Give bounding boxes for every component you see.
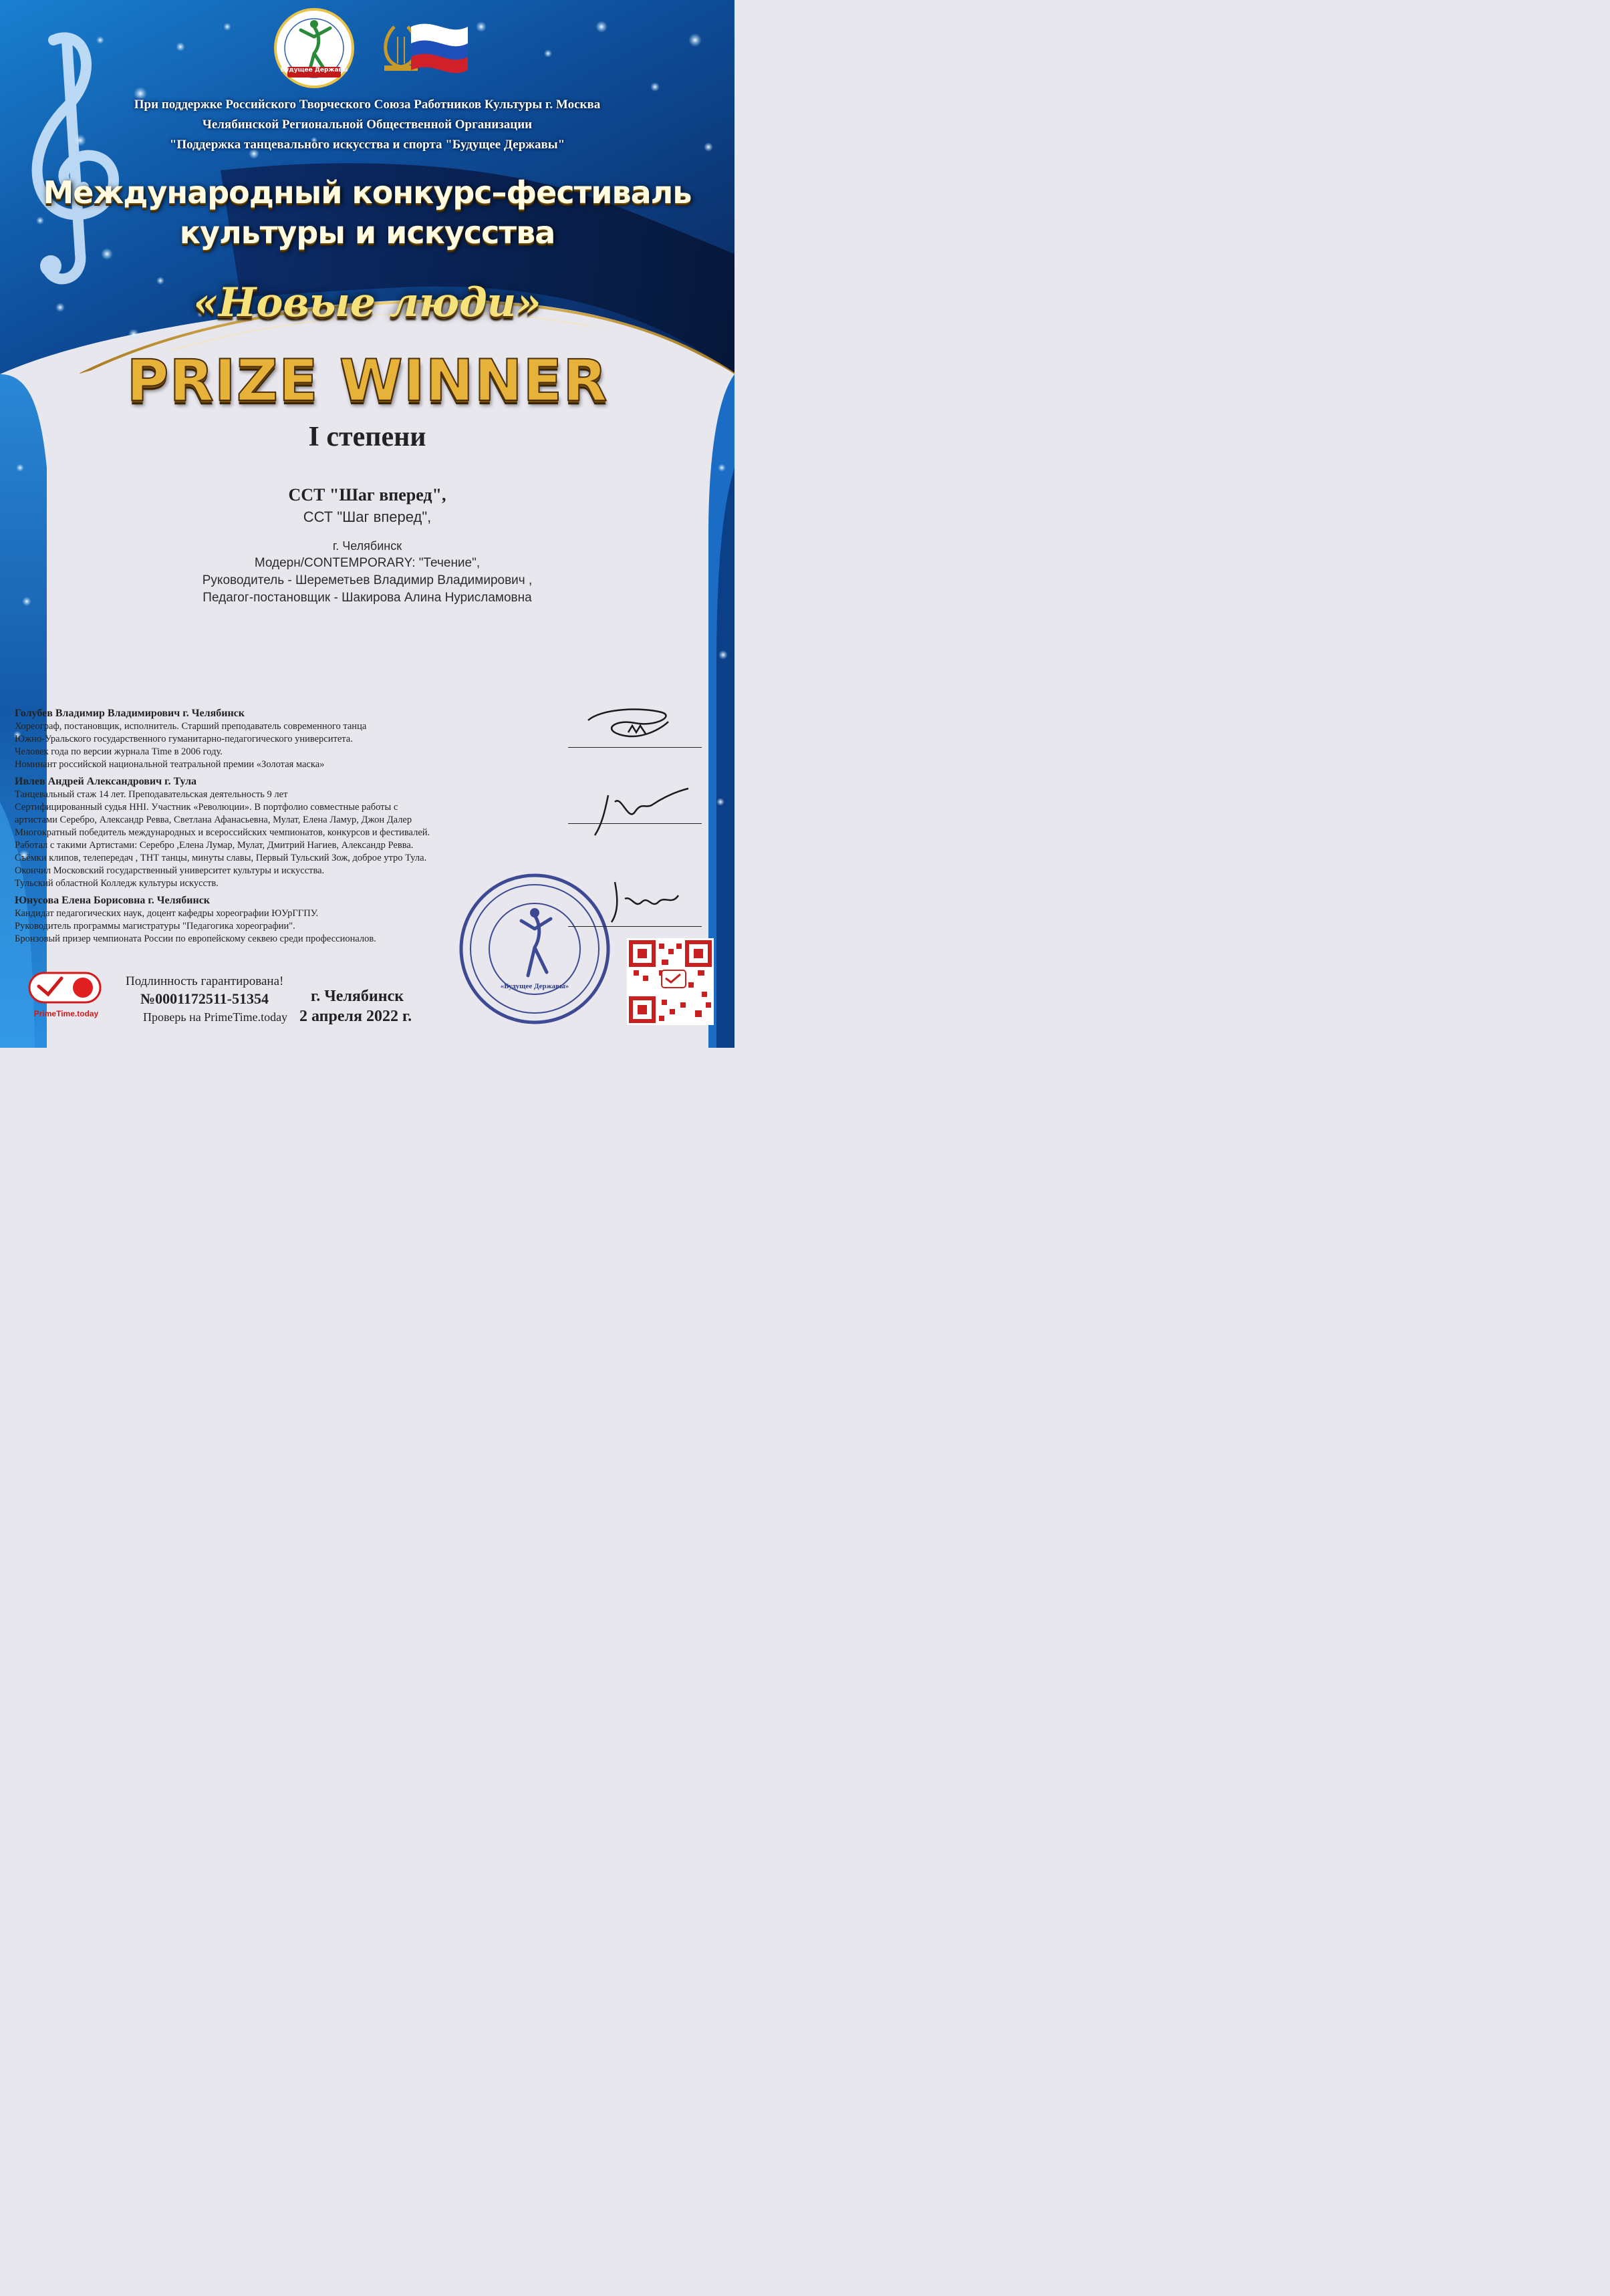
festival-title-line1: Международный конкурс–фестиваль [43, 174, 692, 210]
award-degree: I степени [308, 422, 426, 452]
support-line: "Поддержка танцевального искусства и спорта "Будущее Державы" [169, 138, 565, 152]
signature-line [568, 823, 702, 824]
leader: Руководитель - Шереметьев Владимир Владимирович , [202, 573, 533, 587]
support-line: При поддержке Российского Творческого Союза Работников Культуры г. Москва [134, 98, 601, 112]
jury-name: Голубев Владимир Владимирович г. Челябинск [15, 708, 245, 719]
jury-line: Южно-Уральского государственного гуманитарно-педагогического университета. [15, 734, 353, 744]
jury-name: Юнусова Елена Борисовна г. Челябинск [15, 895, 211, 906]
teacher: Педагог-постановщик - Шакирова Алина Нурисламовна [203, 591, 532, 605]
festival-title-line2: культуры и искусства [179, 214, 555, 251]
jury-line: Номинант российской национальной театральной премии «Золотая маска» [15, 759, 325, 770]
jury-line: Человек года по версии журнала Time в 2006 году. [15, 746, 223, 757]
certificate-number: №0001172511-51354 [140, 990, 269, 1007]
primetime-logo-icon [29, 973, 100, 1002]
jury-line: Кандидат педагогических наук, доцент кафедры хореографии ЮУрГГПУ. [15, 908, 319, 919]
organization-logo-icon [275, 9, 353, 87]
support-text [0, 95, 734, 155]
authenticity-text: Подлинность гарантирована! [126, 974, 284, 988]
jury-line: Окончил Московский государственный университет культуры и искусства. [15, 865, 325, 876]
jury-member [15, 775, 529, 890]
collective-name-repeat: ССТ "Шаг вперед", [303, 509, 432, 525]
jury-line: Танцевальный стаж 14 лет. Преподавательская деятельность 9 лет [15, 789, 288, 800]
jury-line: Работал с такими Артистами: Серебро ,Елена Лумар, Мулат, Дмитрий Нагиев, Александр Ревва. [15, 840, 414, 851]
collective-name: ССТ "Шаг вперед", [288, 485, 446, 505]
participant-block [0, 484, 734, 607]
nomination: Модерн/CONTEMPORARY: "Течение", [254, 556, 481, 570]
jury-line: Хореограф, постановщик, исполнитель. Старший преподаватель современного танца [15, 721, 367, 732]
verification-text: Проверь на PrimeTime.today [143, 1010, 288, 1024]
jury-member [15, 707, 529, 771]
qr-code-icon [627, 938, 714, 1025]
participant-city: г. Челябинск [332, 539, 402, 553]
festival-name: «Новые люди» [193, 279, 541, 326]
jury-block [15, 707, 529, 946]
signature-line [568, 747, 702, 748]
festival-title [0, 172, 734, 253]
jury-line: Многократный победитель международных и всероссийских чемпионатов, конкурсов и фестивалей. [15, 827, 430, 838]
jury-name: Ивлев Андрей Александрович г. Тула [15, 776, 197, 787]
jury-member [15, 894, 529, 946]
primetime-link[interactable]: PrimeTime.today [33, 1009, 99, 1018]
award-title: PRIZE WINNER [126, 347, 608, 414]
organization-logo: Будущее Державы [280, 67, 348, 74]
stamp-center-text: «Будущее Державы» [500, 982, 569, 990]
jury-line: Руководитель программы магистратуры "Педагогика хореографии". [15, 921, 295, 931]
issue-city: г. Челябинск [311, 988, 404, 1005]
jury-line: Тульский областной Колледж культуры искусств. [15, 878, 219, 889]
support-line: Челябинской Региональной Общественной Организации [202, 118, 533, 132]
issue-date: 2 апреля 2022 г. [299, 1008, 412, 1025]
jury-line: артистами Серебро, Александр Ревва, Светлана Афанасьевна, Мулат, Елена Ламур, Джон Далер [15, 815, 412, 825]
jury-line: Съёмки клипов, телепередач , ТНТ танцы, минуты славы, Первый Тульский Зож, доброе утро Тула. [15, 853, 427, 863]
signature-line [568, 926, 702, 927]
jury-line: Бронзовый призер чемпионата России по европейскому секвею среди профессионалов. [15, 934, 376, 944]
jury-line: Сертифицированный судья ННI. Участник «Революции». В портфолио совместные работы с [15, 802, 398, 813]
